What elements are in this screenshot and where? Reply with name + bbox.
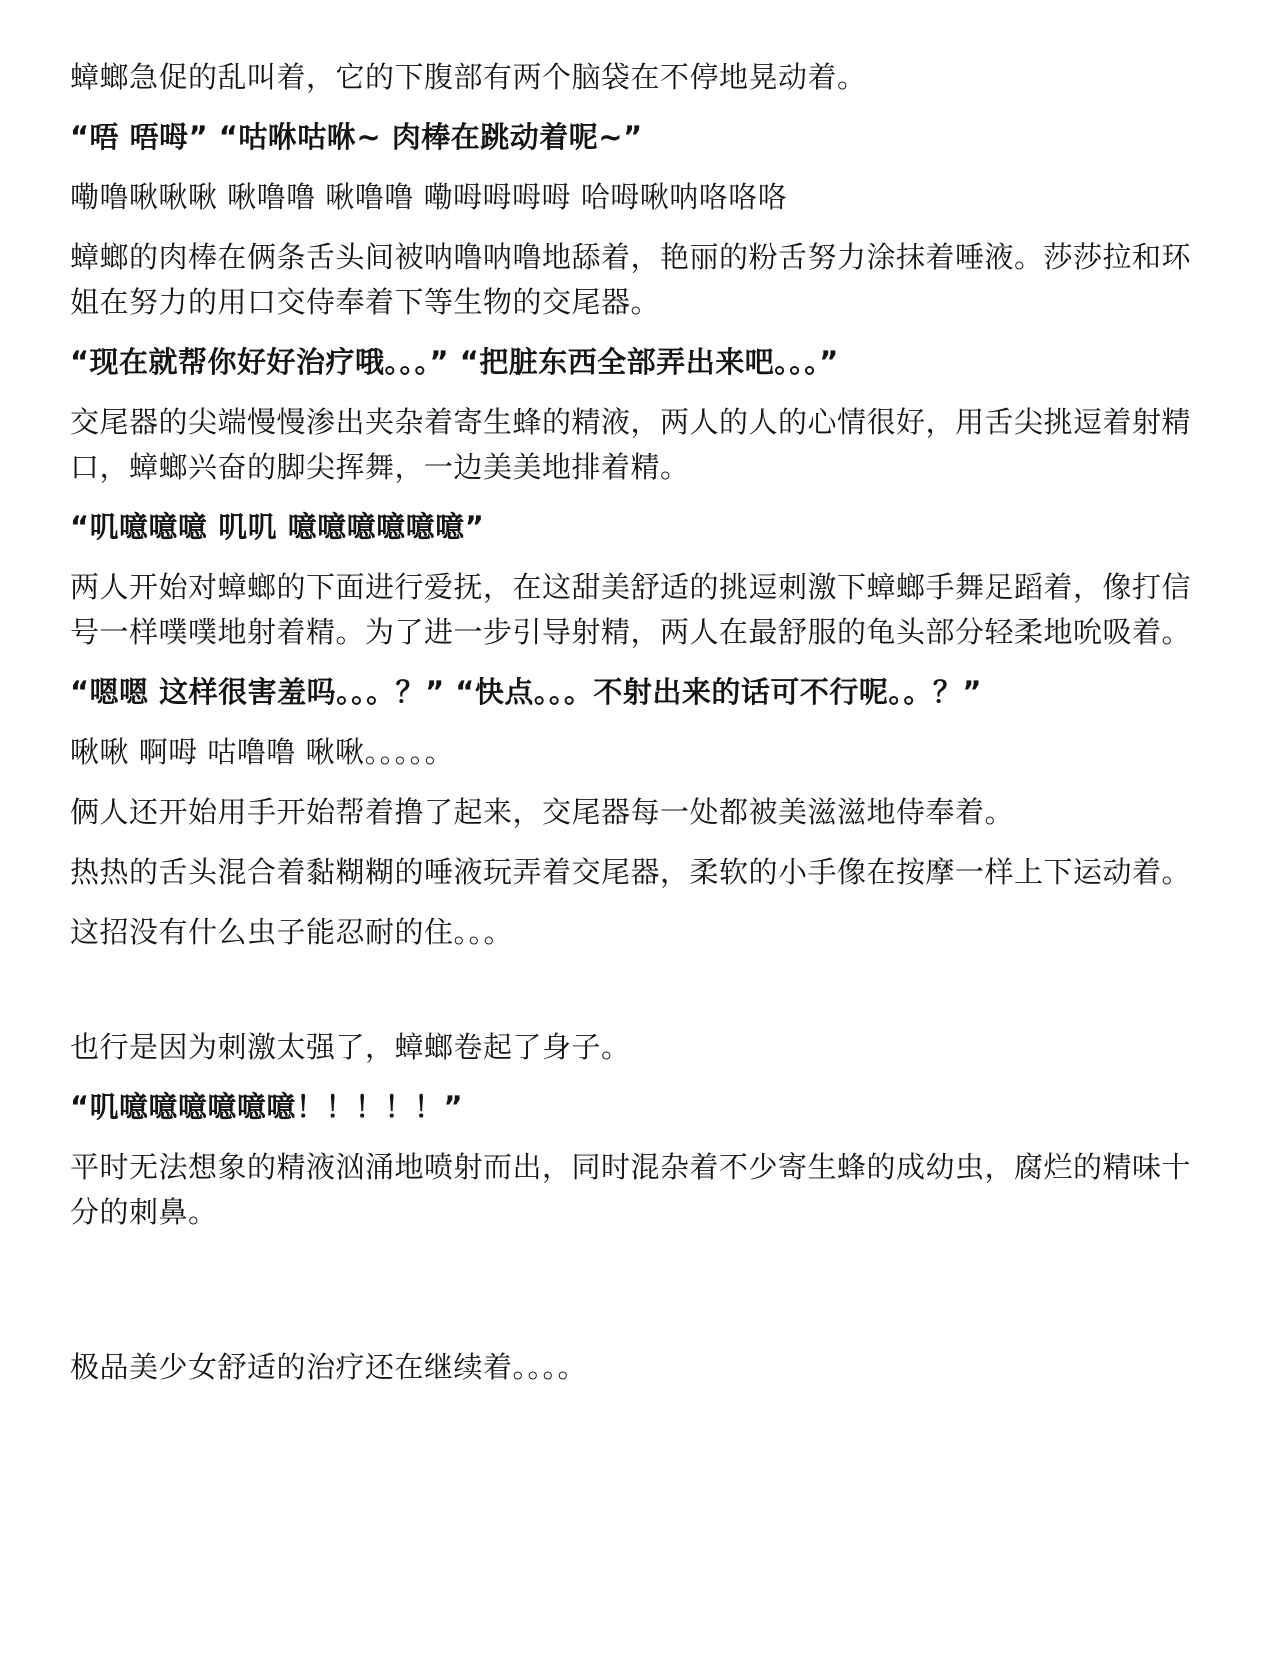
paragraph: 这招没有什么虫子能忍耐的住。。。 (70, 915, 514, 949)
paragraph: 也行是因为刺激太强了，蟑螂卷起了身子。 (70, 1030, 631, 1064)
paragraph-dialogue: “叽噫噫噫噫噫噫！！！！！” (70, 1090, 464, 1124)
paragraph: 俩人还开始用手开始帮着撸了起来，交尾器每一处都被美滋滋地侍奉着。 (70, 795, 1015, 829)
paragraph-sfx: 啾啾 啊呣 咕噜噜 啾啾。。。。。 (70, 735, 455, 769)
blank-gap (70, 1250, 1212, 1345)
paragraph-dialogue: “现在就帮你好好治疗哦。。。” “把脏东西全部弄出来吧。。。” (70, 345, 839, 379)
paragraph: 蟑螂的肉棒在俩条舌头间被呐噜呐噜地舔着，艳丽的粉舌努力涂抹着唾液。莎莎拉和环姐在努力的用口交侍奉着下等生物的交尾器。 (70, 240, 1192, 319)
paragraph-sfx: 嘞噜啾啾啾 啾噜噜 啾噜噜 嘞呣呣呣呣 哈呣啾呐咯咯咯 (70, 180, 788, 214)
paragraph-dialogue: “叽噫噫噫 叽叽 噫噫噫噫噫噫” (70, 510, 485, 544)
paragraph: 热热的舌头混合着黏糊糊的唾液玩弄着交尾器，柔软的小手像在按摩一样上下运动着。 (70, 855, 1192, 889)
paragraph: 两人开始对蟑螂的下面进行爱抚，在这甜美舒适的挑逗刺激下蟑螂手舞足蹈着，像打信号一样噗噗地射着精。为了进一步引导射精，两人在最舒服的龟头部分轻柔地吮吸着。 (70, 570, 1192, 649)
paragraph-dialogue: “嗯嗯 这样很害羞吗。。。？” “快点。。。不射出来的话可不行呢。。？” (70, 675, 982, 709)
paragraph: 蟑螂急促的乱叫着，它的下腹部有两个脑袋在不停地晃动着。 (70, 60, 867, 94)
paragraph: 交尾器的尖端慢慢渗出夹杂着寄生蜂的精液，两人的人的心情很好，用舌尖挑逗着射精口，蟑螂兴奋的脚尖挥舞，一边美美地排着精。 (70, 405, 1192, 484)
paragraph: 平时无法想象的精液汹涌地喷射而出，同时混杂着不少寄生蜂的成幼虫，腐烂的精味十分的刺鼻。 (70, 1150, 1192, 1229)
paragraph-dialogue: “唔 唔呣” “咕咻咕咻~ 肉棒在跳动着呢~” (70, 120, 643, 154)
paragraph: 极品美少女舒适的治疗还在继续着。。。。 (70, 1350, 588, 1384)
blank-gap (70, 970, 1212, 1025)
